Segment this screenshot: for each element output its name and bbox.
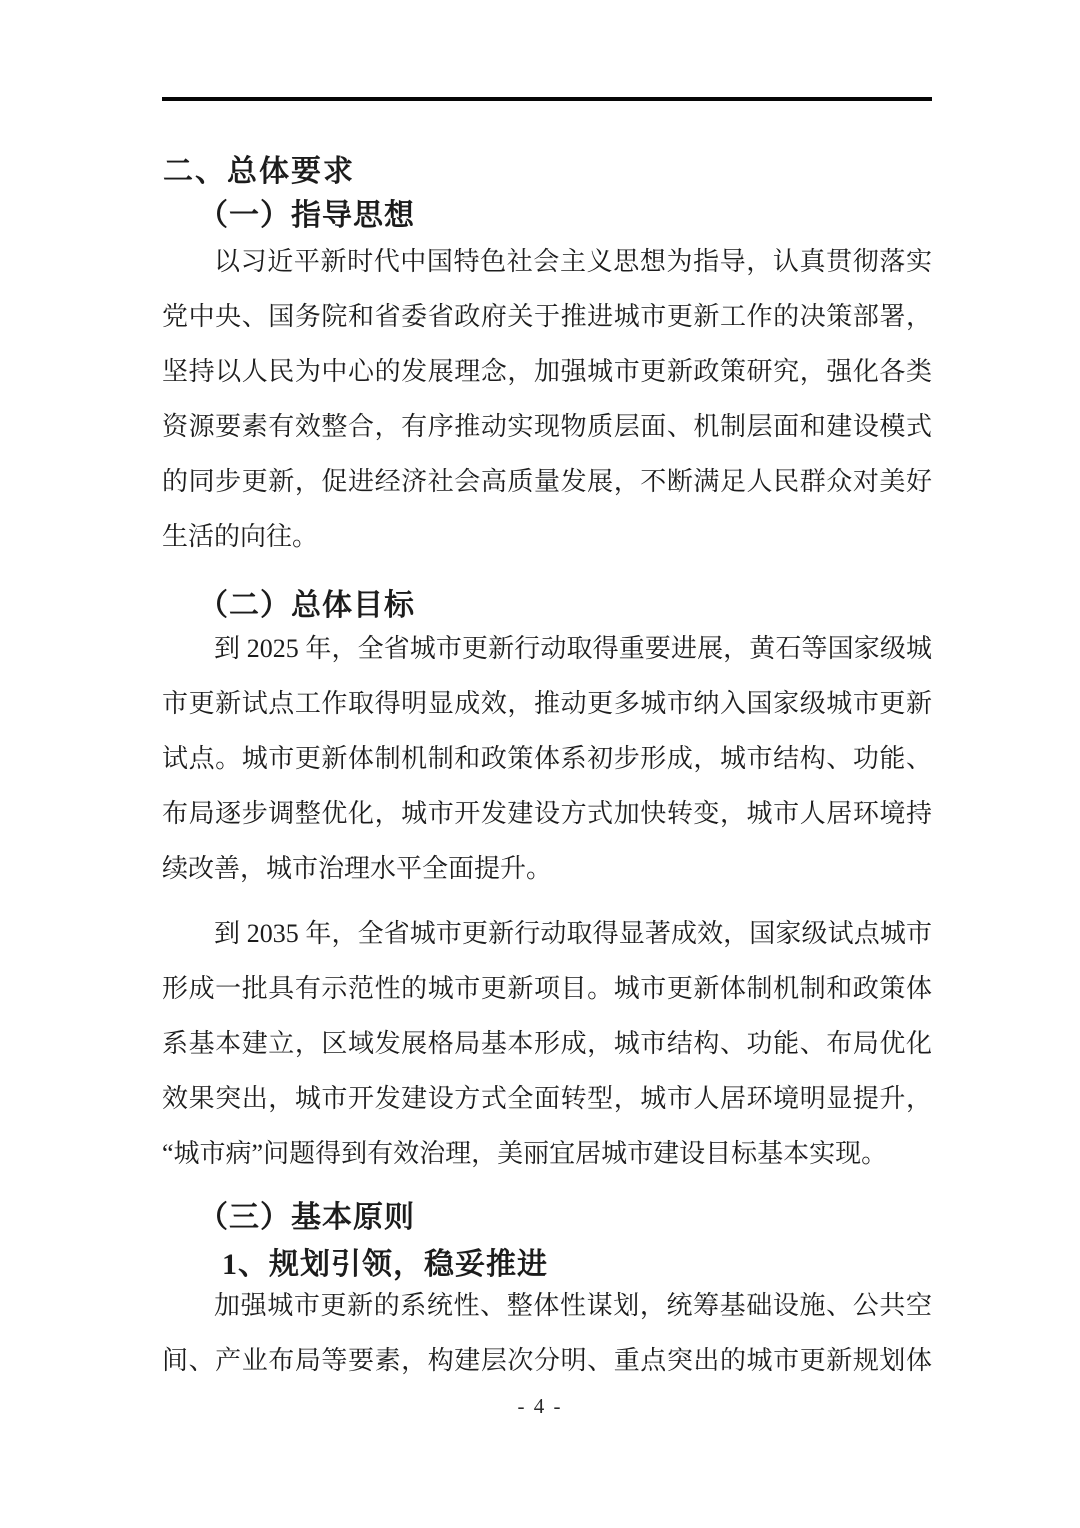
section-heading-basic-principles: （三）基本原则 xyxy=(198,1201,415,1234)
text-line: 的同步更新，促进经济社会高质量发展，不断满足人民群众对美好 xyxy=(162,467,932,496)
text-line: 到 2025 年，全省城市更新行动取得重要进展，黄石等国家级城 xyxy=(214,634,932,663)
text-line: 坚持以人民为中心的发展理念，加强城市更新政策研究，强化各类 xyxy=(162,357,932,386)
paragraph-guiding-ideology xyxy=(162,234,932,564)
text-line: 形成一批具有示范性的城市更新项目。城市更新体制机制和政策体 xyxy=(162,974,932,1003)
paragraph-goals-2025 xyxy=(162,621,932,896)
text-line: 到 2035 年，全省城市更新行动取得显著成效，国家级试点城市 xyxy=(214,919,932,948)
text-line: 效果突出，城市开发建设方式全面转型，城市人居环境明显提升， xyxy=(162,1084,932,1113)
text-line: 生活的向往。 xyxy=(162,522,319,551)
text-line: 布局逐步调整优化，城市开发建设方式加快转变，城市人居环境持 xyxy=(162,799,932,828)
text-line: 资源要素有效整合，有序推动实现物质层面、机制层面和建设模式 xyxy=(162,412,932,441)
part-heading: 二、总体要求 xyxy=(163,155,355,188)
paragraph-goals-2035 xyxy=(162,906,932,1181)
text-line: 加强城市更新的系统性、整体性谋划，统筹基础设施、公共空 xyxy=(214,1291,932,1320)
text-line: 以习近平新时代中国特色社会主义思想为指导，认真贯彻落实 xyxy=(214,247,932,276)
subsection-heading-planning-leadership: 1、规划引领，稳妥推进 xyxy=(222,1248,548,1281)
text-line: 续改善，城市治理水平全面提升。 xyxy=(162,854,553,883)
text-line: 间、产业布局等要素，构建层次分明、重点突出的城市更新规划体 xyxy=(162,1346,932,1375)
header-rule xyxy=(162,97,932,101)
text-line: “城市病”问题得到有效治理，美丽宜居城市建设目标基本实现。 xyxy=(162,1139,888,1168)
section-heading-guiding-ideology: （一）指导思想 xyxy=(198,199,415,232)
paragraph-planning-leadership xyxy=(162,1278,932,1388)
section-heading-overall-goals: （二）总体目标 xyxy=(198,589,415,622)
text-line: 市更新试点工作取得明显成效，推动更多城市纳入国家级城市更新 xyxy=(162,689,932,718)
page-number: - 4 - xyxy=(517,1394,563,1418)
text-line: 试点。城市更新体制机制和政策体系初步形成，城市结构、功能、 xyxy=(162,744,932,773)
text-line: 系基本建立，区域发展格局基本形成，城市结构、功能、布局优化 xyxy=(162,1029,932,1058)
text-line: 党中央、国务院和省委省政府关于推进城市更新工作的决策部署， xyxy=(162,302,932,331)
